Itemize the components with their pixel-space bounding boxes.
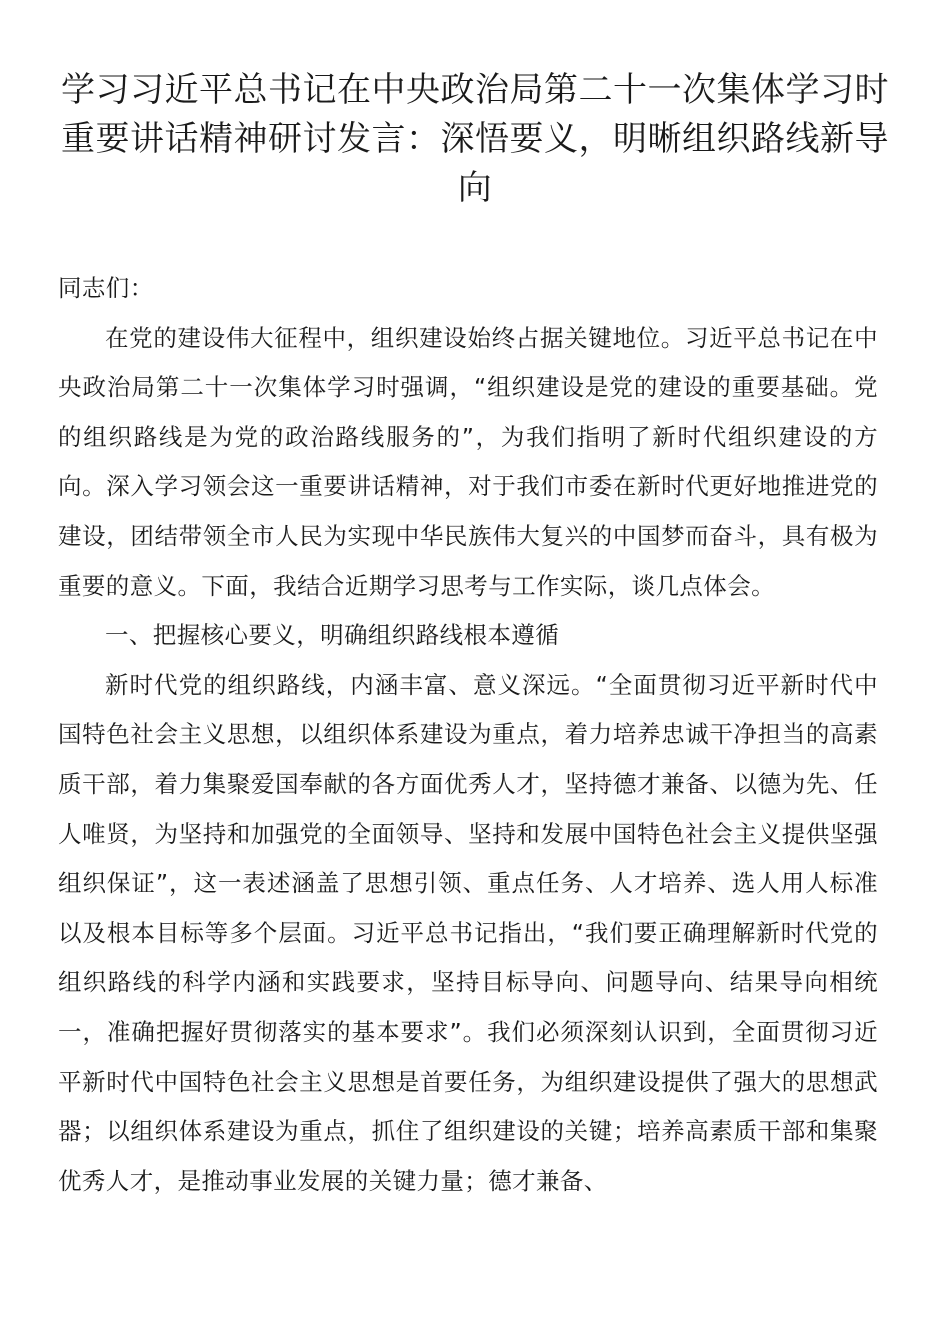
document-title: 学习习近平总书记在中央政治局第二十一次集体学习时重要讲话精神研讨发言：深悟要义，明晰组织路线新导向 [61, 70, 889, 208]
section-paragraph: 新时代党的组织路线，内涵丰富、意义深远。“全面贯彻习近平新时代中国特色社会主义思想，以组织体系建设为重点，着力培养忠诚干净担当的高素质干部，着力集聚爱国奉献的各方面优秀人才，坚持德才兼备、以德为先、任人唯贤，为坚持和加强党的全面领导、坚持和发展中国特色社会主义提供坚强组织保证”，这一表述涵盖了思想引领、重点任务、人才培养、选人用人标准以及根本目标等多个层面。习近平总书记指出，“我们要正确理解新时代党的组织路线的科学内涵和实践要求，坚持目标导向、问题导向、结果导向相统一，准确把握好贯彻落实的基本要求”。我们必须深刻认识到，全面贯彻习近平新时代中国特色社会主义思想是首要任务，为组织建设提供了强大的思想武器；以组织体系建设为重点，抓住了组织建设的关键；培养高素质干部和集聚优秀人才，是推动事业发展的关键力量；德才兼备、 [58, 670, 878, 1195]
intro-paragraph: 在党的建设伟大征程中，组织建设始终占据关键地位。习近平总书记在中央政治局第二十一次集体学习时强调，“组织建设是党的建设的重要基础。党的组织路线是为党的政治路线服务的”，为我们指明了新时代组织建设的方向。深入学习领会这一重要讲话精神，对于我们市委在新时代更好地推进党的建设，团结带领全市人民为实现中华民族伟大复兴的中国梦而奋斗，具有极为重要的意义。下面，我结合近期学习思考与工作实际，谈几点体会。 [58, 323, 878, 600]
salutation: 同志们： [58, 274, 154, 302]
section-heading: 一、把握核心要义，明确组织路线根本遵循 [105, 621, 560, 650]
document-body [58, 264, 878, 1206]
